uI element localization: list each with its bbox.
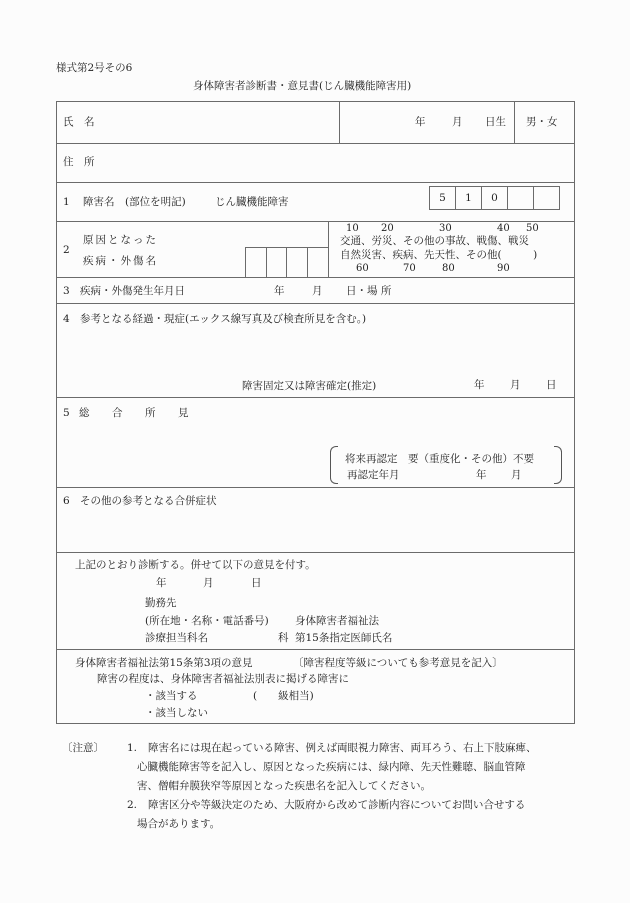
fixed-year-label: 年 (474, 379, 485, 391)
designated-doctor-label: 第15条指定医師氏名 (295, 632, 393, 644)
form-number: 様式第2号その6 (56, 62, 133, 74)
note-number: 2. (127, 799, 138, 811)
recert-month-label: 月 (511, 469, 522, 481)
birth-month-label: 月 (452, 116, 463, 128)
grade-field[interactable]: ( 級相当) (253, 690, 314, 702)
opinion-note: 〔障害程度等級についても参考意見を記入〕 (293, 657, 503, 669)
clinical-course-field[interactable] (62, 330, 567, 374)
cause-code-box[interactable] (246, 248, 267, 278)
name-label: 氏 名 (63, 116, 95, 128)
option-applicable[interactable]: ・該当する (145, 690, 198, 702)
recertification-date-label: 再認定年月 (347, 469, 400, 481)
row6-number: 6 (63, 495, 70, 507)
row-divider (56, 221, 575, 222)
cause-code-label: 70 (403, 263, 416, 274)
address-field[interactable] (110, 147, 570, 179)
recertification-options[interactable]: 将来再認定 要（重度化・その他）不要 (345, 453, 534, 465)
note-line: 場合があります。 (137, 818, 221, 830)
opinion-sentence: 障害の程度は、身体障害者福祉法別表に掲げる障害に (97, 673, 349, 685)
row-divider (56, 552, 575, 553)
row-divider (56, 649, 575, 650)
code-digit[interactable] (534, 187, 559, 209)
workplace-detail-label: (所在地・名称・電話番号) (145, 615, 269, 627)
gender-select[interactable]: 男・女 (526, 116, 558, 128)
cause-code-label: 20 (381, 223, 394, 234)
note-line: 害、僧帽弁膜狭窄等原因となった疾患名を記入してください。 (137, 780, 431, 792)
cause-options-line1[interactable]: 交通、労災、その他の事故、戦傷、戦災 (340, 235, 529, 247)
option-not-applicable[interactable]: ・該当しない (145, 707, 208, 719)
onset-day-place-label: 日・場 所 (346, 285, 392, 297)
code-digit[interactable]: 1 (456, 187, 482, 209)
row6-label: その他の参考となる合併症状 (80, 495, 217, 507)
row-divider (56, 182, 575, 183)
cause-options-line2[interactable]: 自然災害、疾病、先天性、その他( ) (340, 249, 538, 261)
cause-code-label: 10 (346, 223, 359, 234)
cause-code-boxes (245, 247, 329, 278)
cause-code-label: 50 (526, 223, 539, 234)
complications-field[interactable] (62, 512, 567, 548)
name-field[interactable] (173, 105, 333, 139)
row2-label-line1: 原因となった (83, 234, 158, 246)
row-divider (56, 303, 575, 304)
fixed-day-label: 日 (546, 379, 557, 391)
note-line: 心臓機能障害等を記入し、原因となった疾病には、緑内障、先天性難聴、脳血管障 (137, 761, 526, 773)
diagnosis-statement: 上記のとおり診断する。併せて以下の意見を付す。 (75, 559, 316, 571)
disability-code-boxes (429, 186, 560, 210)
onset-month-label: 月 (312, 285, 323, 297)
row4-number: 4 (63, 313, 70, 325)
row5-number: 5 (63, 407, 70, 419)
row3-number: 3 (63, 285, 70, 297)
cause-code-label: 60 (356, 263, 369, 274)
disability-name-value[interactable]: じん臓機能障害 (215, 196, 289, 208)
cause-code-label: 80 (442, 263, 455, 274)
cause-code-box[interactable] (267, 248, 287, 278)
cause-code-label: 40 (497, 223, 510, 234)
notes-label: 〔注意〕 (62, 742, 104, 754)
row5-label: 総 合 所 見 (79, 407, 195, 419)
table-border-top (56, 101, 575, 102)
page-title: 身体障害者診断書・意見書(じん臓機能障害用) (193, 80, 412, 92)
row1-number: 1 (63, 196, 70, 208)
workplace-label: 勤務先 (145, 597, 177, 609)
onset-year-label: 年 (274, 285, 285, 297)
right-bracket (554, 446, 562, 484)
address-label: 住 所 (63, 156, 95, 168)
row1-label: 障害名 (部位を明記) (83, 196, 186, 208)
overall-findings-field[interactable] (62, 424, 567, 444)
fixed-month-label: 月 (510, 379, 521, 391)
opinion-heading: 身体障害者福祉法第15条第3項の意見 (75, 657, 253, 669)
department-label: 診療担当科名 (145, 632, 208, 644)
diagnosis-month-label: 月 (203, 577, 214, 589)
recert-year-label: 年 (476, 469, 487, 481)
diagnosis-year-label: 年 (156, 577, 167, 589)
code-digit[interactable]: 0 (482, 187, 508, 209)
name-birth-divider (339, 101, 340, 143)
disability-fixed-label: 障害固定又は障害確定(推定) (242, 380, 377, 392)
birth-day-label: 日生 (485, 116, 506, 128)
code-digit[interactable] (508, 187, 534, 209)
table-border-left (56, 101, 57, 724)
code-digit[interactable]: 5 (430, 187, 456, 209)
table-border-bottom (56, 723, 575, 724)
note-line: 障害区分や等級決定のため、大阪府から改めて診断内容についてお問い合せする (148, 799, 526, 811)
left-bracket (330, 446, 338, 484)
note-number: 1. (127, 742, 138, 754)
row2-label-line2: 疾病・外傷名 (83, 255, 158, 267)
department-suffix: 科 (278, 632, 289, 644)
cause-code-box[interactable] (308, 248, 328, 278)
row-divider (56, 487, 575, 488)
row4-label: 参考となる経過・現症(エックス線写真及び検査所見を含む。) (80, 313, 367, 325)
table-border-right (574, 101, 575, 724)
birth-gender-divider (514, 101, 515, 143)
birth-year-label: 年 (415, 116, 426, 128)
diagnosis-day-label: 日 (251, 577, 262, 589)
row2-number: 2 (63, 244, 70, 256)
row-divider (56, 397, 575, 398)
law-label: 身体障害者福祉法 (295, 615, 379, 627)
note-line: 障害名には現在起っている障害、例えば両眼視力障害、両耳ろう、右上下肢麻痺、 (148, 742, 537, 754)
cause-code-label: 30 (439, 223, 452, 234)
row3-label: 疾病・外傷発生年月日 (80, 285, 185, 297)
cause-code-box[interactable] (287, 248, 308, 278)
row-divider (56, 143, 575, 144)
cause-code-label: 90 (497, 263, 510, 274)
